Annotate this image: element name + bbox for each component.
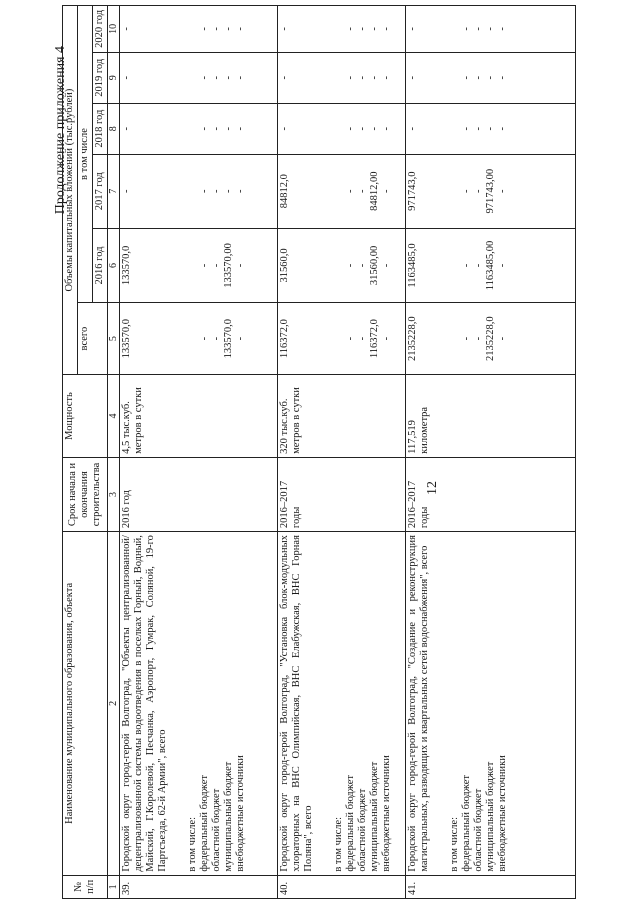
funding-source-value: - (497, 126, 508, 131)
funding-source-label: муниципальный бюджет (369, 761, 380, 872)
object-name: Городской округ город-герой Волгоград, "Объекты централизованной/децентрализованной системы водоотведения в поселках Горный, Водный, Майский, Г.Королевой, Песчанка, Аэропорт, Гумрак, Соляной, 19-го Партсъезда, 62-й Армии", всего (121, 535, 168, 872)
funding-source-value: - (381, 27, 392, 31)
funding-source-value: - (199, 189, 210, 193)
funding-source-value: - (485, 27, 496, 31)
sub-heading: в том числе: (333, 816, 344, 872)
funding-source-label: областной бюджет (473, 788, 484, 872)
investment-total-value: - (279, 126, 290, 131)
funding-source-value: - (345, 263, 356, 268)
investment-value-cell (278, 6, 406, 53)
funding-source-label: внебюджетные источники (235, 755, 246, 872)
funding-source-value: - (369, 126, 380, 131)
funding-source-value: - (369, 27, 380, 31)
column-number: 9 (108, 52, 120, 103)
investment-total-value: - (407, 76, 418, 80)
header-investments: Объемы капитальных вложений (тыс.рублей) (63, 6, 78, 375)
investment-total-value: 31560,0 (279, 248, 290, 283)
investment-total-value: 2135228,0 (407, 316, 418, 361)
object-name: Городской округ город-герой Волгоград, "Установка блок-модульных хлораторных на ВНС Олимпийская, ВНС Елабужская, ВНС Горная Поляна", всего (279, 535, 314, 872)
funding-source-value: - (485, 126, 496, 131)
object-name: Городской округ город-герой Волгоград, "Создание и реконструкция магистральных, разводящих и квартальных сетей водоснабжения", всего (407, 535, 430, 872)
funding-source-label: федеральный бюджет (199, 775, 210, 872)
row-name-cell (406, 532, 576, 876)
funding-source-value: - (211, 189, 222, 193)
column-number: 10 (108, 6, 120, 53)
sub-heading: в том числе: (187, 816, 198, 872)
investment-value-cell (278, 103, 406, 154)
funding-source-value: - (381, 336, 392, 341)
funding-source-value: - (223, 76, 234, 80)
funding-source-value: - (497, 76, 508, 80)
investment-value-cell (120, 52, 278, 103)
funding-source-label: внебюджетные источники (381, 755, 392, 872)
funding-source-value: - (345, 189, 356, 193)
investment-total-value: - (121, 27, 132, 31)
funding-source-value: - (381, 76, 392, 80)
funding-source-value: - (199, 27, 210, 31)
funding-source-value: 31560,00 (369, 245, 380, 286)
funding-source-value: - (345, 76, 356, 80)
funding-source-value: - (369, 76, 380, 80)
investment-value-cell (278, 303, 406, 375)
investment-total-value: - (121, 76, 132, 80)
funding-source-value: - (199, 336, 210, 341)
funding-source-value: - (461, 76, 472, 80)
funding-source-value: 971743,00 (485, 168, 496, 214)
funding-source-value: - (223, 27, 234, 31)
investment-value-cell (278, 154, 406, 228)
funding-source-value: - (461, 27, 472, 31)
funding-source-value: - (235, 263, 246, 268)
funding-source-value: - (357, 336, 368, 341)
investment-total-value: 133570,0 (121, 318, 132, 359)
investment-value-cell (406, 303, 576, 375)
funding-source-value: - (497, 27, 508, 31)
funding-source-value: - (223, 126, 234, 131)
header-year-2016: 2016 год (93, 228, 108, 302)
construction-term: 2016–2017 годы (278, 457, 406, 531)
funding-source-value: - (345, 336, 356, 341)
funding-source-value: - (211, 263, 222, 268)
column-numbers-row (108, 6, 120, 899)
investment-value-cell (120, 103, 278, 154)
investment-value-cell (278, 52, 406, 103)
funding-source-value: - (199, 126, 210, 131)
funding-source-value: - (461, 336, 472, 341)
funding-source-value: - (473, 126, 484, 131)
investment-value-cell (120, 228, 278, 302)
funding-source-value: - (473, 76, 484, 80)
funding-source-value: - (497, 336, 508, 341)
funding-source-value: 1163485,00 (485, 240, 496, 291)
funding-source-value: - (497, 189, 508, 193)
funding-source-value: 84812,00 (369, 171, 380, 211)
funding-source-value: - (235, 336, 246, 341)
header-year-2018: 2018 год (93, 103, 108, 154)
funding-source-value: 133570,00 (223, 243, 234, 288)
funding-source-label: муниципальный бюджет (223, 761, 234, 872)
table-row (120, 6, 278, 899)
funding-source-value: - (235, 126, 246, 131)
column-number: 2 (108, 532, 120, 876)
investment-total-value: 84812,0 (279, 174, 290, 209)
continuation-title: Продолжение приложения 4 (53, 46, 68, 215)
funding-source-value: - (235, 76, 246, 80)
header-total: всего (78, 303, 108, 375)
column-number: 7 (108, 154, 120, 228)
funding-source-label: федеральный бюджет (461, 775, 472, 872)
investment-total-value: - (407, 27, 418, 31)
funding-source-value: - (461, 126, 472, 131)
investment-total-value: - (121, 126, 132, 131)
funding-source-value: - (473, 263, 484, 268)
investment-total-value: 116372,0 (279, 319, 290, 359)
funding-source-value: - (345, 126, 356, 131)
capacity: 117,519 километра (406, 375, 576, 458)
capacity: 4,5 тыс.куб. метров в сутки (120, 375, 278, 458)
header-year-2019: 2019 год (93, 52, 108, 103)
investment-total-value: 971743,0 (407, 171, 418, 211)
column-number: 3 (108, 457, 120, 531)
investment-total-value: - (279, 76, 290, 80)
funding-source-value: 133570,0 (223, 318, 234, 359)
funding-source-label: областной бюджет (357, 788, 368, 872)
table-body (120, 6, 576, 899)
investment-total-value: - (121, 189, 132, 193)
funding-source-value: - (211, 76, 222, 80)
funding-source-value: - (497, 263, 508, 268)
funding-source-value: - (381, 189, 392, 193)
table-row (406, 6, 576, 899)
funding-source-value: - (235, 27, 246, 31)
investment-value-cell (120, 154, 278, 228)
investment-total-value: 133570,0 (121, 245, 132, 286)
investment-value-cell (406, 52, 576, 103)
funding-source-value: - (381, 126, 392, 131)
funding-source-value: - (223, 189, 234, 193)
funding-source-value: 116372,0 (369, 319, 380, 359)
sub-heading: в том числе: (449, 816, 460, 872)
column-number: 4 (108, 375, 120, 458)
funding-source-value: - (199, 263, 210, 268)
funding-source-value: - (345, 27, 356, 31)
header-num: № п/п (63, 875, 108, 898)
funding-source-label: муниципальный бюджет (485, 761, 496, 872)
column-number: 5 (108, 303, 120, 375)
funding-source-value: - (357, 27, 368, 31)
funding-source-value: - (381, 263, 392, 268)
funding-source-value: 2135228,0 (485, 316, 496, 361)
header-year-2017: 2017 год (93, 154, 108, 228)
investment-value-cell (406, 6, 576, 53)
funding-source-value: - (357, 189, 368, 193)
header-name: Наименование муниципального образования, объекта (63, 532, 108, 876)
row-number: 40. (278, 875, 406, 898)
row-number: 39. (120, 875, 278, 898)
column-number: 8 (108, 103, 120, 154)
funding-source-value: - (211, 27, 222, 31)
funding-source-value: - (473, 336, 484, 341)
header-year-2020: 2020 год (93, 6, 108, 53)
investment-value-cell (406, 103, 576, 154)
funding-source-value: - (211, 336, 222, 341)
funding-source-value: - (461, 263, 472, 268)
capacity: 320 тыс.куб. метров в сутки (278, 375, 406, 458)
row-number: 41. (406, 875, 576, 898)
table-row (278, 6, 406, 899)
funding-source-value: - (357, 263, 368, 268)
funding-source-label: областной бюджет (211, 788, 222, 872)
row-name-cell (120, 532, 278, 876)
investment-total-value: - (279, 27, 290, 31)
construction-term: 2016 год (120, 457, 278, 531)
construction-term: 2016–2017 годы (406, 457, 576, 531)
funding-source-value: - (473, 27, 484, 31)
investment-value-cell (120, 6, 278, 53)
funding-source-label: федеральный бюджет (345, 775, 356, 872)
investment-value-cell (278, 228, 406, 302)
investment-value-cell (406, 228, 576, 302)
investment-total-value: - (407, 126, 418, 131)
header-capacity: Мощность (63, 375, 108, 458)
funding-source-value: - (461, 189, 472, 193)
capital-investments-table (62, 5, 576, 899)
investment-value-cell (120, 303, 278, 375)
investment-total-value: 1163485,0 (407, 243, 418, 288)
header-term: Срок начала и окончания строительства (63, 457, 108, 531)
funding-source-value: - (199, 76, 210, 80)
funding-source-value: - (473, 189, 484, 193)
row-name-cell (278, 532, 406, 876)
funding-source-value: - (235, 189, 246, 193)
header-in-that-number: в том числе (78, 6, 93, 303)
funding-source-value: - (357, 126, 368, 131)
page-number: 12 (425, 481, 440, 495)
funding-source-value: - (485, 76, 496, 80)
column-number: 6 (108, 228, 120, 302)
funding-source-value: - (211, 126, 222, 131)
investment-value-cell (406, 154, 576, 228)
column-number: 1 (108, 875, 120, 898)
funding-source-label: внебюджетные источники (497, 755, 508, 872)
funding-source-value: - (357, 76, 368, 80)
